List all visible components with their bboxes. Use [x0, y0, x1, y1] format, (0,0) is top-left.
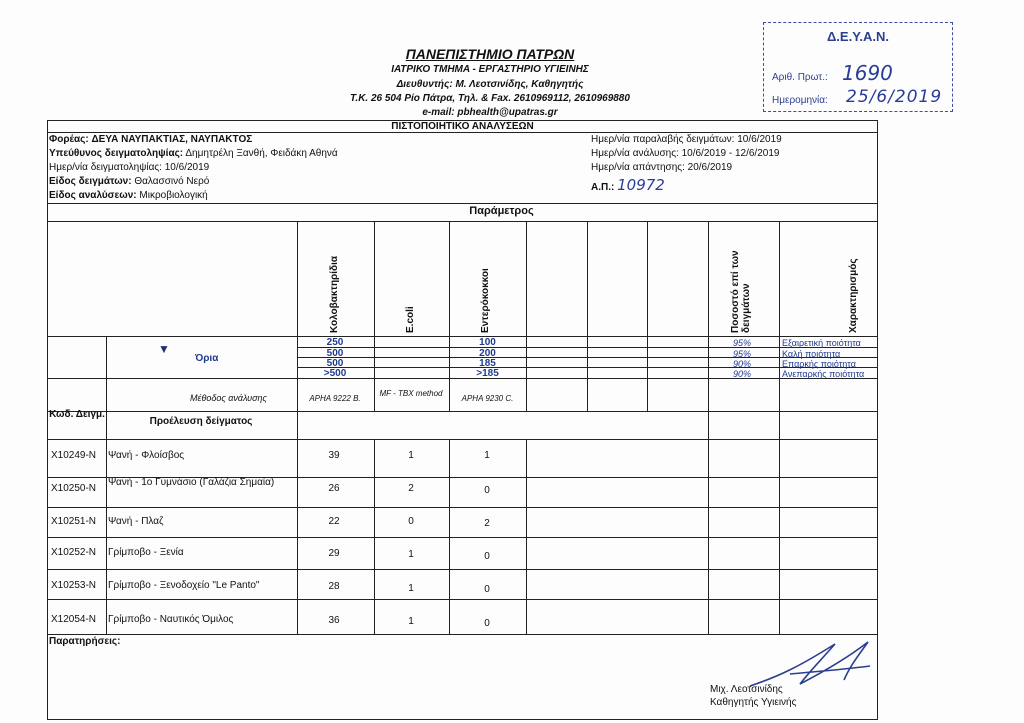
sample-coliforms: 26 — [328, 483, 340, 494]
received-stamp — [763, 22, 953, 112]
sample-ecoli: 1 — [408, 450, 414, 461]
sample-code: X10251-N — [51, 516, 97, 527]
limit-percent-1: 95% — [733, 338, 752, 348]
sample-enterococci: 1 — [484, 450, 490, 461]
director-line: Διευθυντής: Μ. Λεοτσινίδης, Καθηγητής — [396, 79, 584, 90]
parameters-title: Παράμετρος — [469, 205, 534, 217]
sample-ecoli: 2 — [408, 483, 414, 494]
sample-ecoli: 0 — [408, 516, 414, 527]
stamp-protocol-label: Αριθ. Πρωτ.: — [772, 72, 828, 83]
sample-origin: Γρίμποβο - Ξενία — [108, 547, 184, 558]
sample-enterococci: 0 — [484, 618, 490, 629]
col-ecoli: E.coli — [405, 306, 416, 333]
limit-coliforms-4: >500 — [323, 368, 347, 379]
body-value: ΔΕΥΑ ΝΑΥΠΑΚΤΙΑΣ, ΝΑΥΠΑΚΤΟΣ — [91, 134, 253, 145]
stamp-date-value: 25/6/2019 — [846, 87, 943, 107]
sample-origin: Γρίμποβο - Ναυτικός Όμιλος — [108, 614, 234, 625]
col-coliforms: Κολοβακτηρίδια — [329, 255, 340, 333]
sample-code: X10253-N — [51, 580, 97, 591]
sample-enterococci: 0 — [484, 485, 490, 496]
limit-percent-3: 90% — [733, 359, 752, 369]
limit-percent-2: 95% — [733, 349, 752, 359]
limit-quality-4: Ανεπαρκής ποιότητα — [782, 369, 865, 379]
sample-type-value: Θαλασσινό Νερό — [134, 176, 210, 187]
method-ecoli: MF - TBX method — [379, 389, 443, 398]
sample-coliforms: 39 — [328, 450, 340, 461]
stamp-org: Δ.Ε.Υ.Α.Ν. — [826, 29, 890, 44]
limit-coliforms-1: 250 — [326, 337, 344, 348]
limit-coliforms-2: 500 — [326, 348, 344, 359]
sample-origin: Ψανή - 1ο Γυμνάσιο (Γαλάζια Σημαία) — [108, 477, 275, 488]
method-enterococci: APHA 9230 C. — [461, 394, 514, 403]
sample-origin: Ψανή - Πλαζ — [108, 516, 164, 527]
pen-mark-icon: ▼ — [158, 342, 170, 356]
body-label: Φορέας: — [49, 134, 89, 145]
stamp-date-label: Ημερομηνία: — [772, 95, 828, 106]
sample-code: X12054-N — [51, 614, 97, 625]
sample-coliforms: 28 — [328, 581, 340, 592]
code-header: Κωδ. Δειγμ. — [49, 409, 105, 420]
limit-coliforms-3: 500 — [326, 358, 344, 369]
col-percent: Ποσοστό επί των δειγμάτων — [730, 250, 752, 333]
sample-origin: Γρίμποβο - Ξενοδοχείο "Le Panto" — [108, 580, 260, 591]
limit-quality-1: Εξαιρετική ποιότητα — [782, 338, 861, 348]
sample-code: X10250-N — [51, 483, 97, 494]
sample-coliforms: 29 — [328, 548, 340, 559]
sample-code: X10249-N — [51, 450, 97, 461]
sampler-value: Δημητρέλη Ξανθή, Φειδάκη Αθηνά — [185, 148, 338, 159]
limit-enterococci-1: 100 — [479, 337, 496, 348]
ap-label: Α.Π.: — [591, 182, 615, 193]
method-coliforms: APHA 9222 B. — [309, 394, 361, 403]
remarks-label: Παρατηρήσεις: — [49, 636, 121, 647]
limit-quality-3: Επαρκής ποιότητα — [782, 359, 856, 369]
sample-type-label: Είδος δειγμάτων: — [49, 176, 132, 187]
limit-quality-2: Καλή ποιότητα — [782, 349, 841, 359]
sample-enterococci: 0 — [484, 551, 490, 562]
limit-enterococci-4: >185 — [476, 368, 499, 379]
sample-code: X10252-N — [51, 547, 97, 558]
sample-coliforms: 22 — [328, 516, 340, 527]
sample-ecoli: 1 — [408, 616, 414, 627]
receipt-date: Ημερ/νία παραλαβής δειγμάτων: 10/6/2019 — [591, 134, 782, 145]
limit-percent-4: 90% — [733, 369, 752, 379]
analysis-type-label: Είδος αναλύσεων: — [49, 190, 137, 201]
certificate-title: ΠΙΣΤΟΠΟΙΗΤΙΚΟ ΑΝΑΛΥΣΕΩΝ — [391, 121, 534, 132]
method-label: Μέθοδος ανάλυσης — [190, 393, 267, 403]
sample-origin: Ψανή - Φλοίσβος — [108, 450, 185, 461]
sampler-label: Υπεύθυνος δειγματοληψίας: — [49, 148, 184, 159]
sample-ecoli: 1 — [408, 549, 414, 560]
sample-ecoli: 1 — [408, 583, 414, 594]
sample-coliforms: 36 — [328, 615, 340, 626]
origin-header: Προέλευση δείγματος — [149, 416, 253, 427]
department-line: ΙΑΤΡΙΚΟ ΤΜΗΜΑ - ΕΡΓΑΣΤΗΡΙΟ ΥΓΙΕΙΝΗΣ — [391, 64, 589, 75]
reply-date: Ημερ/νία απάντησης: 20/6/2019 — [591, 162, 733, 173]
col-enterococci: Εντερόκοκκοι — [480, 268, 491, 333]
analysis-date: Ημερ/νία ανάλυσης: 10/6/2019 - 12/6/2019 — [591, 148, 780, 159]
limits-label: Όρια — [195, 353, 219, 364]
col-character: Χαρακτηρισμός — [848, 258, 859, 333]
stamp-protocol-value: 1690 — [842, 61, 893, 85]
sampling-date: Ημερ/νία δειγματοληψίας: 10/6/2019 — [49, 162, 210, 173]
email-line: e-mail: pbhealth@upatras.gr — [422, 107, 558, 118]
limit-enterococci-2: 200 — [479, 348, 496, 359]
signer-title: Καθηγητής Υγιεινής — [710, 697, 797, 708]
limit-enterococci-3: 185 — [479, 358, 496, 369]
signer-name: Μιχ. Λεοτσινίδης — [710, 684, 783, 695]
university-title: ΠΑΝΕΠΙΣΤΗΜΙΟ ΠΑΤΡΩΝ — [405, 46, 575, 62]
analysis-type-value: Μικροβιολογική — [139, 190, 208, 201]
ap-value: 10972 — [617, 176, 665, 194]
sample-enterococci: 2 — [484, 518, 490, 529]
address-line: Τ.Κ. 26 504 Ρίο Πάτρα, Τηλ. & Fax. 2610969112, 2610969880 — [350, 93, 630, 104]
sample-enterococci: 0 — [484, 584, 490, 595]
